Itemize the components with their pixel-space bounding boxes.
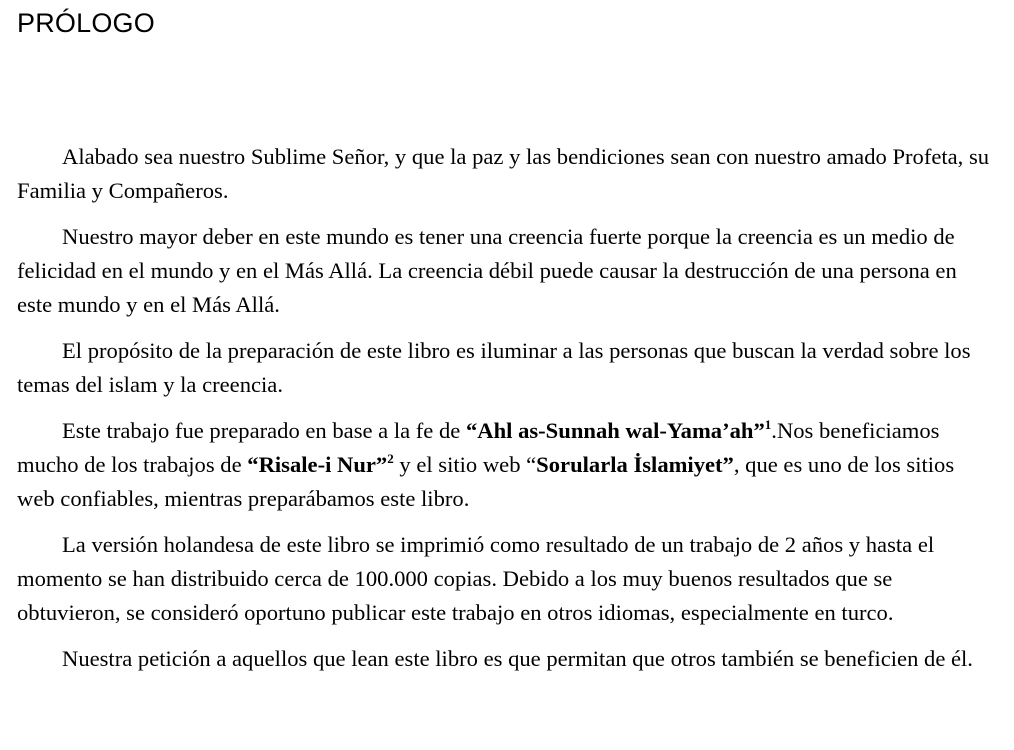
paragraph-5: La versión holandesa de este libro se imprimió como resultado de un trabajo de 2 años y hasta el momento se han distribuido cerca de 100.000 copias. Debido a los muy buenos resultados que se obtuvieron, se consideró oportuno publicar este trabajo en otros idiomas, especialmente en turco. xyxy=(17,532,935,625)
paragraph-3: El propósito de la preparación de este libro es iluminar a las personas que buscan la verdad sobre los temas del islam y la creencia. xyxy=(17,338,971,397)
footnote-ref-1: 1 xyxy=(764,417,772,432)
paragraph-4-text-3: y el sitio web “ xyxy=(393,452,537,477)
risale-i-nur-term: “Risale-i Nur” xyxy=(247,452,388,477)
paragraph-4-text-2: .Nos beneficiamos mucho de los trabajos de xyxy=(17,418,940,477)
paragraph-2: Nuestro mayor deber en este mundo es tener una creencia fuerte porque la creencia es un medio de felicidad en el mundo y en el Más Allá. La creencia débil puede causar la destrucción de una persona en este mundo y en el Más Allá. xyxy=(17,224,957,317)
footnote-ref-2: 2 xyxy=(387,451,394,466)
paragraph-1: Alabado sea nuestro Sublime Señor, y que la paz y las bendiciones sean con nuestro amado Profeta, su Familia y Compañeros. xyxy=(17,144,990,203)
paragraph-6: Nuestra petición a aquellos que lean este libro es que permitan que otros también se beneficien de él. xyxy=(62,646,973,671)
page-title: PRÓLOGO xyxy=(17,8,155,38)
paragraph-4 xyxy=(17,414,997,516)
paragraph-4-text-4: , que es uno de los sitios web confiables, mientras preparábamos este libro. xyxy=(17,452,955,511)
document-body xyxy=(17,140,997,676)
sorularla-islamiyet-term: Sorularla İslamiyet” xyxy=(536,452,734,477)
paragraph-4-text-1: Este trabajo fue preparado en base a la fe de xyxy=(62,418,466,443)
ahl-as-sunnah-term: “Ahl as-Sunnah wal-Yama’ah” xyxy=(465,418,765,443)
document-page xyxy=(17,0,997,671)
